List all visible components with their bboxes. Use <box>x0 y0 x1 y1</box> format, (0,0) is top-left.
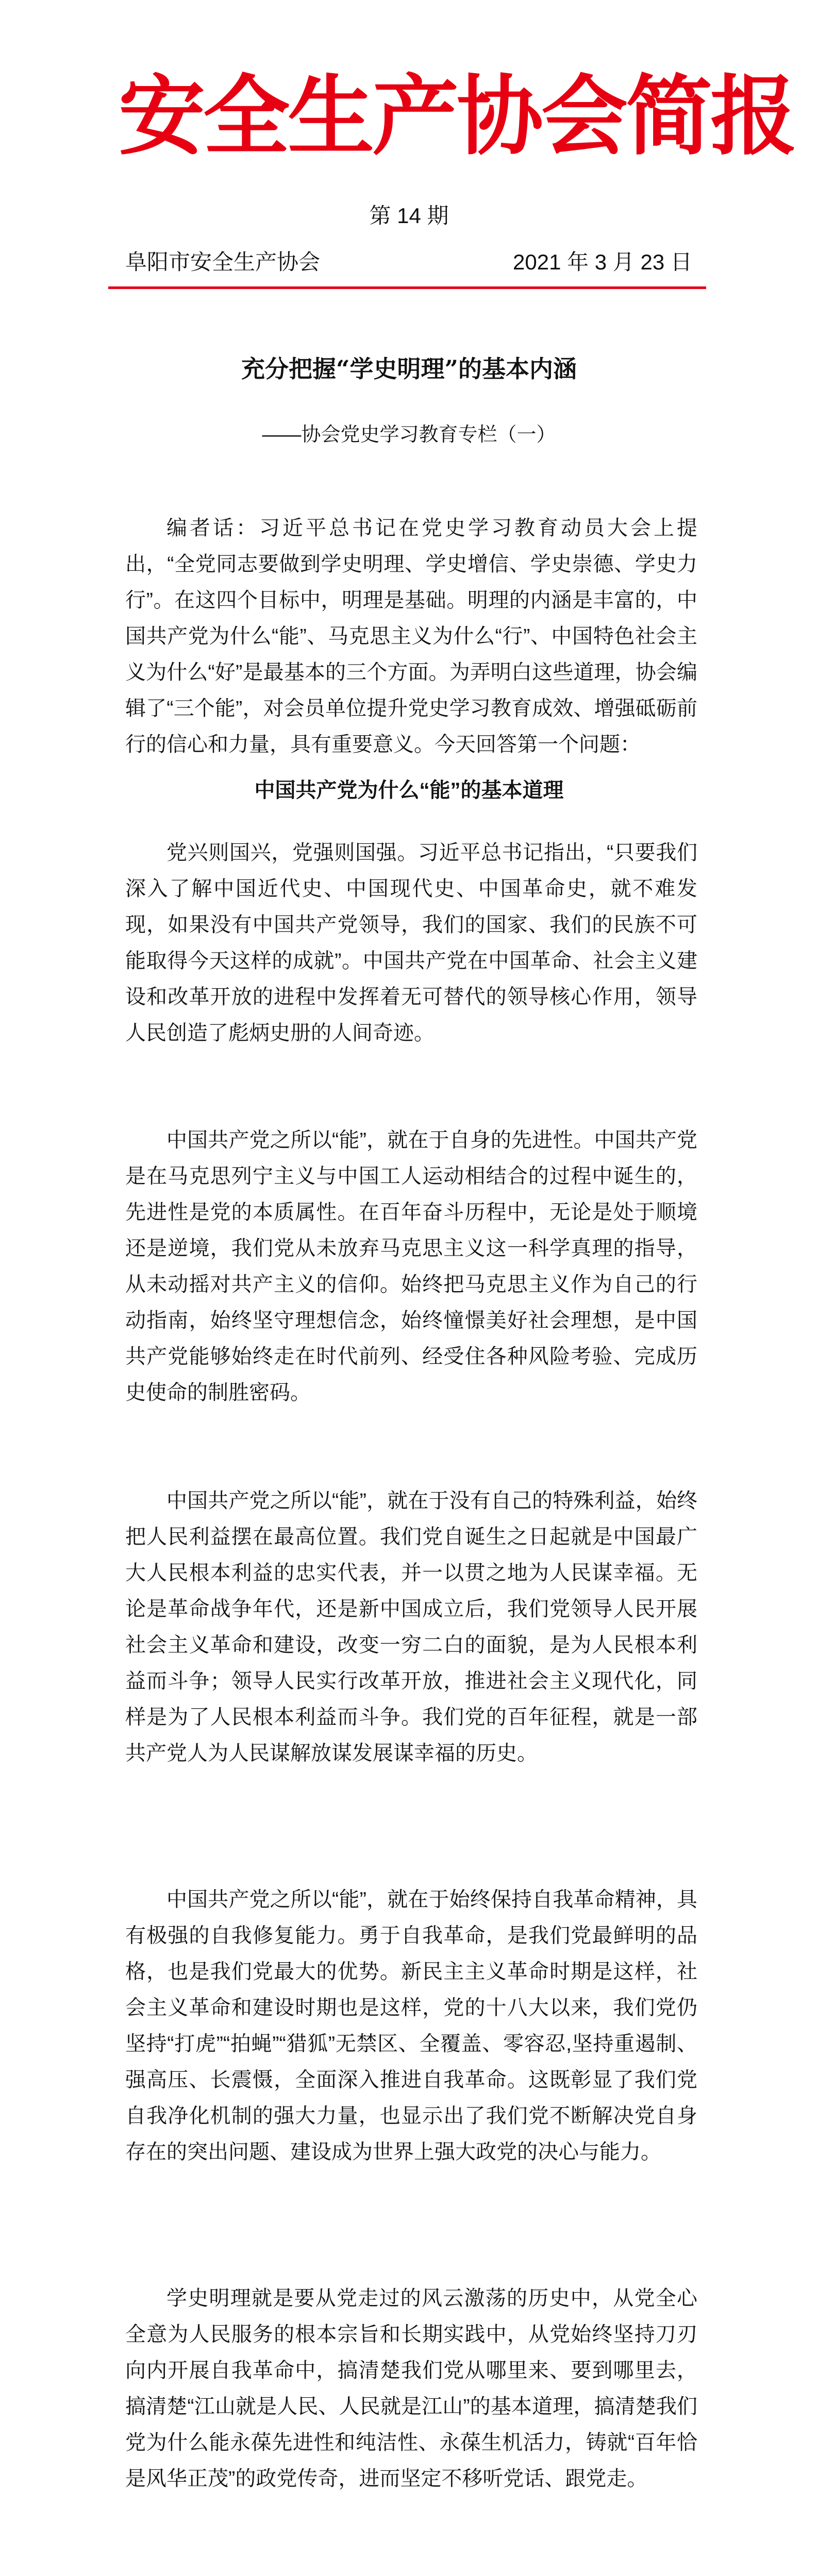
article-title: 充分把握“学史明理”的基本内涵 <box>241 355 577 383</box>
paragraph-3: 中国共产党之所以“能”，就在于没有自己的特殊利益，始终把人民利益摆在最高位置。我们党自诞生之日起就是中国最广大人民根本利益的忠实代表，并一以贯之地为人民谋幸福。无论是革命战争年代，还是新中国成立后，我们党领导人民开展社会主义革命和建设，改变一穷二白的面貌，是为人民根本利益而斗争；领导人民实行改革开放，推进社会主义现代化，同样是为了人民根本利益而斗争。我们党的百年征程，就是一部共产党人为人民谋解放谋发展谋幸福的历史。 <box>125 1489 697 1765</box>
article-subtitle: ——协会党史学习教育专栏（一） <box>262 424 556 446</box>
header-divider <box>108 286 706 289</box>
issue-number: 第 14 期 <box>369 204 449 228</box>
masthead-title: 安全生产协会简报 <box>119 65 795 167</box>
organization-name: 阜阳市安全生产协会 <box>125 250 321 274</box>
paragraph-2: 中国共产党之所以“能”，就在于自身的先进性。中国共产党是在马克思列宁主义与中国工人运动相结合的过程中诞生的，先进性是党的本质属性。在百年奋斗历程中，无论是处于顺境还是逆境，我们党从未放弃马克思主义这一科学真理的指导，从未动摇对共产主义的信仰。始终把马克思主义作为自己的行动指南，始终坚守理想信念，始终憧憬美好社会理想，是中国共产党能够始终走在时代前列、经受住各种风险考验、完成历史使命的制胜密码。 <box>125 1129 697 1404</box>
publish-date: 2021 年 3 月 23 日 <box>513 250 692 274</box>
section-heading: 中国共产党为什么“能”的基本道理 <box>254 779 564 802</box>
paragraph-1: 党兴则国兴，党强则国强。习近平总书记指出，“只要我们深入了解中国近代史、中国现代史、中国革命史，就不难发现，如果没有中国共产党领导，我们的国家、我们的民族不可能取得今天这样的成就”。中国共产党在中国革命、社会主义建设和改革开放的进程中发挥着无可替代的领导核心作用，领导人民创造了彪炳史册的人间奇迹。 <box>125 841 697 1044</box>
paragraph-5: 学史明理就是要从党走过的风云激荡的历史中，从党全心全意为人民服务的根本宗旨和长期实践中，从党始终坚持刀刃向内开展自我革命中，搞清楚我们党从哪里来、要到哪里去，搞清楚“江山就是人民、人民就是江山”的基本道理，搞清楚我们党为什么能永葆先进性和纯洁性、永葆生机活力，铸就“百年恰是风华正茂”的政党传奇，进而坚定不移听党话、跟党走。 <box>125 2287 697 2490</box>
editor-note: 编者话：习近平总书记在党史学习教育动员大会上提出，“全党同志要做到学史明理、学史增信、学史崇德、学史力行”。在这四个目标中，明理是基础。明理的内涵是丰富的，中国共产党为什么“能”、马克思主义为什么“行”、中国特色社会主义为什么“好”是最基本的三个方面。为弄明白这些道理，协会编辑了“三个能”，对会员单位提升党史学习教育成效、增强砥砺前行的信心和力量，具有重要意义。今天回答第一个问题： <box>125 517 697 756</box>
paragraph-4: 中国共产党之所以“能”，就在于始终保持自我革命精神，具有极强的自我修复能力。勇于自我革命，是我们党最鲜明的品格，也是我们党最大的优势。新民主主义革命时期是这样，社会主义革命和建设时期也是这样，党的十八大以来，我们党仍坚持“打虎”“拍蝇”“猎狐”无禁区、全覆盖、零容忍,坚持重遏制、强高压、长震慑，全面深入推进自我革命。这既彰显了我们党自我净化机制的强大力量，也显示出了我们党不断解决党自身存在的突出问题、建设成为世界上强大政党的决心与能力。 <box>125 1888 697 2163</box>
